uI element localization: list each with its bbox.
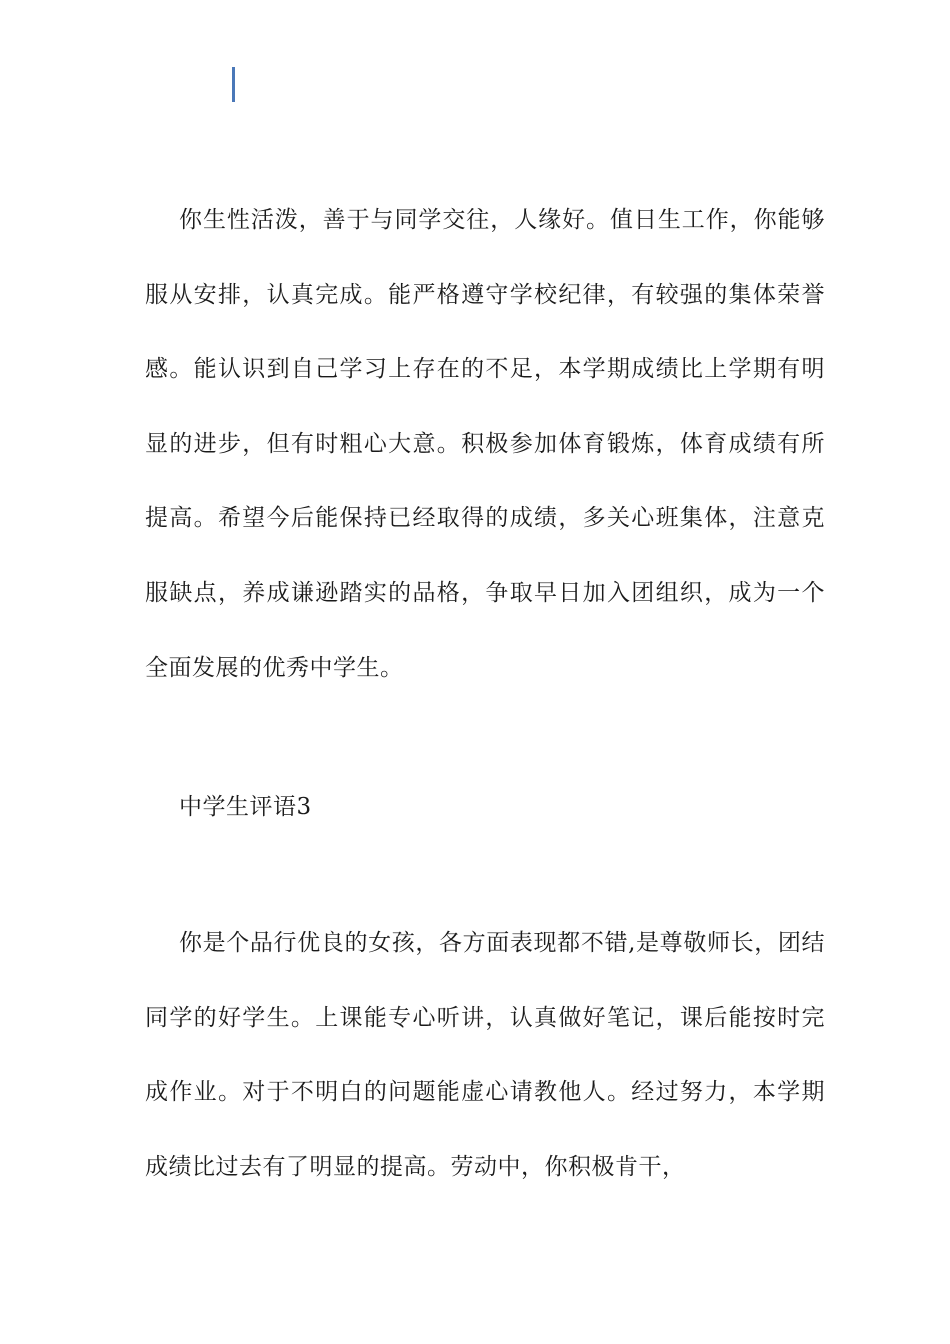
section-heading-3: 中学生评语3 (179, 794, 312, 820)
text-cursor (232, 67, 235, 102)
comment-paragraph-1: 你生性活泼，善于与同学交往，人缘好。值日生工作，你能够服从安排，认真完成。能严格遵守学校纪律，有较强的集体荣誉感。能认识到自己学习上存在的不足，本学期成绩比上学期有明显的进步，但有时粗心大意。积极参加体育锻炼，体育成绩有所提高。希望今后能保持已经取得的成绩，多关心班集体，注意克服缺点，养成谦逊踏实的品格，争取早日加入团组织，成为一个全面发展的优秀中学生。 (145, 207, 825, 681)
comment-paragraph-2: 你是个品行优良的女孩，各方面表现都不错,是尊敬师长，团结同学的好学生。上课能专心听讲，认真做好笔记，课后能按时完成作业。对于不明白的问题能虚心请教他人。经过努力，本学期成绩比过去有了明显的提高。劳动中，你积极肯干， (145, 930, 825, 1180)
